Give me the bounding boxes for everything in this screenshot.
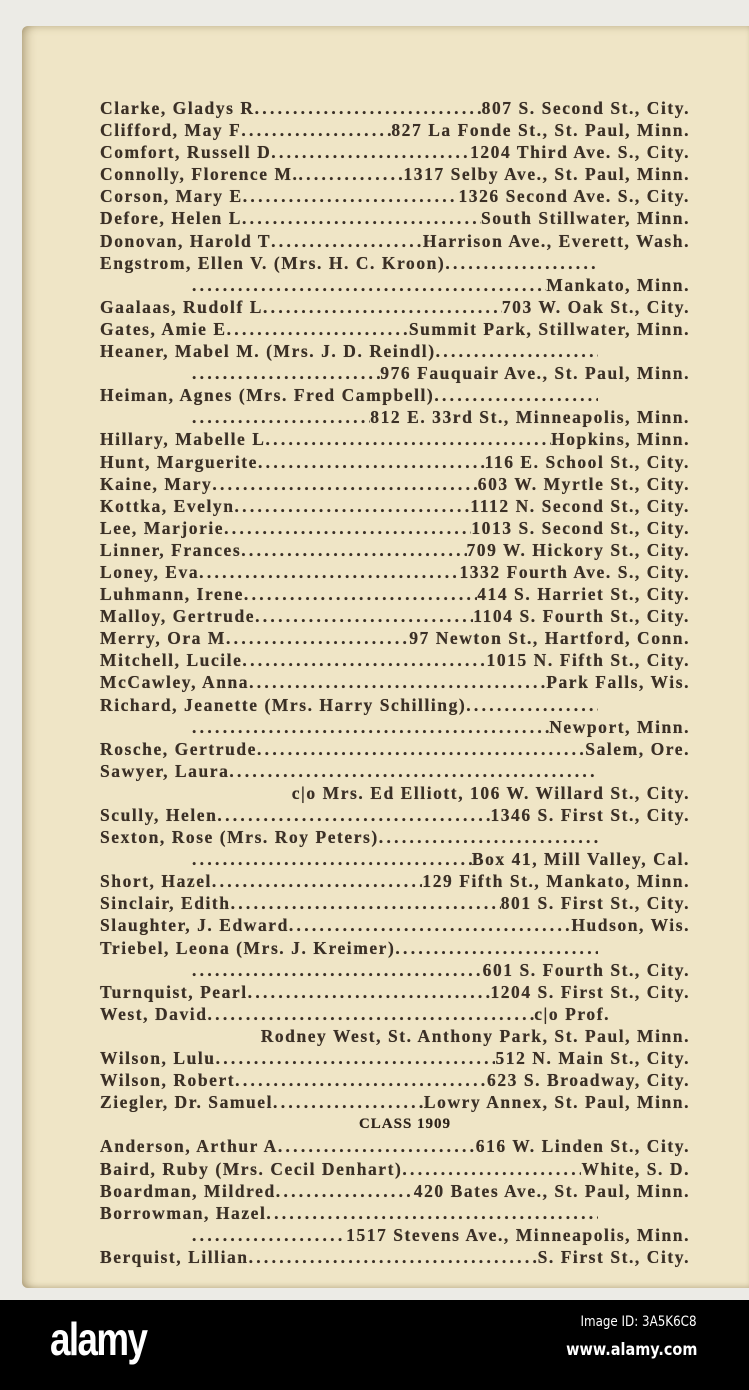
- address-text: c|o Prof.: [534, 1003, 610, 1024]
- address-text: 129 Fifth St., Mankato, Minn.: [422, 871, 690, 892]
- address-text: 1317 Selby Ave., St. Paul, Minn.: [403, 164, 690, 185]
- directory-line: [100, 1158, 690, 1180]
- person-name: Gaalaas, Rudolf L: [100, 296, 263, 317]
- dot-leader: [234, 495, 470, 517]
- dot-leader: [258, 451, 485, 473]
- directory-line: [100, 318, 690, 340]
- directory-line: [100, 1003, 610, 1025]
- directory-line: [100, 428, 690, 450]
- dot-leader: [216, 1047, 496, 1069]
- dot-leader: [241, 119, 391, 141]
- directory-line: [100, 495, 690, 517]
- person-name: Gates, Amie E: [100, 318, 227, 339]
- dot-leader: [229, 760, 598, 782]
- directory-line: [100, 362, 690, 384]
- alumni-directory-list: [100, 97, 690, 1268]
- person-name: Kaine, Mary: [100, 473, 213, 494]
- directory-line: [100, 760, 598, 782]
- person-name: Donovan, Harold T: [100, 230, 272, 251]
- address-text: 1104 S. Fourth St., City.: [473, 606, 690, 627]
- dot-leader: [266, 1202, 598, 1224]
- person-name: McCawley, Anna: [100, 672, 250, 693]
- directory-line: [100, 1091, 690, 1113]
- dot-leader: [248, 981, 491, 1003]
- person-name: Boardman, Mildred: [100, 1180, 276, 1201]
- dot-leader: [243, 185, 459, 207]
- directory-line: [100, 959, 690, 981]
- address-text: 1332 Fourth Ave. S., City.: [459, 561, 690, 582]
- dot-leader: [395, 937, 598, 959]
- address-text: Box 41, Mill Valley, Cal.: [471, 849, 690, 870]
- directory-line: [100, 384, 598, 406]
- person-name: Malloy, Gertrude: [100, 606, 256, 627]
- person-name: Hunt, Marguerite: [100, 451, 258, 472]
- directory-line: [100, 163, 690, 185]
- dot-leader: [271, 230, 423, 252]
- address-text: Hopkins, Minn.: [551, 429, 690, 450]
- directory-line: [100, 230, 690, 252]
- address-text: Lowry Annex, St. Paul, Minn.: [423, 1092, 690, 1113]
- dot-leader: [224, 517, 471, 539]
- directory-line: [100, 451, 690, 473]
- directory-line: [100, 1025, 690, 1047]
- dot-leader: [257, 738, 585, 760]
- dot-leader: [227, 318, 409, 340]
- address-text: 420 Bates Ave., St. Paul, Minn.: [413, 1180, 690, 1201]
- address-text: Summit Park, Stillwater, Minn.: [408, 318, 690, 339]
- directory-line: [100, 561, 690, 583]
- address-text: 512 N. Main St., City.: [495, 1048, 690, 1069]
- directory-line: [100, 1069, 690, 1091]
- dot-leader: [434, 384, 598, 406]
- directory-line: [100, 627, 690, 649]
- directory-line: [100, 892, 690, 914]
- dot-leader: [231, 892, 501, 914]
- person-name: West, David: [100, 1003, 208, 1024]
- address-text: 807 S. Second St., City.: [481, 98, 690, 118]
- dot-leader: [226, 627, 409, 649]
- directory-line: [100, 517, 690, 539]
- directory-line: [100, 1047, 690, 1069]
- directory-line: [100, 185, 690, 207]
- directory-line: [100, 274, 690, 296]
- directory-line: [100, 782, 690, 804]
- address-text: c|o Mrs. Ed Elliott, 106 W. Willard St., City.: [291, 782, 690, 803]
- person-name: Luhmann, Irene: [100, 584, 244, 605]
- watermark-banner: [0, 1300, 749, 1390]
- person-name: Sinclair, Edith: [100, 893, 231, 914]
- directory-line: [100, 539, 690, 561]
- directory-line: [100, 848, 690, 870]
- person-name: Scully, Helen: [100, 805, 218, 825]
- person-name: Baird, Ruby (Mrs. Cecil Denhart): [100, 1158, 403, 1179]
- dot-leader: [235, 1069, 487, 1091]
- dot-leader: [244, 583, 477, 605]
- dot-leader: [436, 340, 598, 362]
- address-text: 1326 Second Ave. S., City.: [458, 186, 690, 207]
- address-text: White, S. D.: [581, 1158, 690, 1179]
- address-text: 1112 N. Second St., City.: [470, 495, 690, 516]
- site-url: www.alamy.com: [565, 1340, 697, 1360]
- directory-line: [100, 1180, 690, 1202]
- address-text: South Stillwater, Minn.: [480, 208, 690, 229]
- person-name: Wilson, Lulu: [100, 1048, 216, 1069]
- person-name: Triebel, Leona (Mrs. J. Kreimer): [100, 937, 396, 958]
- directory-line: [100, 738, 690, 760]
- person-name: Engstrom, Ellen V. (Mrs. H. C. Kroon): [100, 252, 446, 273]
- address-text: 116 E. School St., City.: [484, 451, 690, 472]
- person-name: Slaughter, J. Edward: [100, 915, 289, 936]
- directory-line: [100, 605, 690, 627]
- address-text: Salem, Ore.: [585, 738, 690, 759]
- dot-leader: [192, 274, 546, 296]
- person-name: Sexton, Rose (Mrs. Roy Peters): [100, 827, 379, 848]
- address-text: 1013 S. Second St., City.: [471, 517, 690, 538]
- dot-leader: [263, 296, 502, 318]
- alamy-logo: alamy: [50, 1313, 147, 1365]
- person-name: Berquist, Lillian: [100, 1246, 249, 1267]
- address-text: Mankato, Minn.: [546, 274, 690, 295]
- directory-line: [100, 694, 598, 716]
- person-name: Ziegler, Dr. Samuel: [100, 1092, 274, 1113]
- dot-leader: [466, 694, 598, 716]
- dot-leader: [273, 1091, 424, 1113]
- address-text: 1517 Stevens Ave., Minneapolis, Minn.: [346, 1224, 690, 1245]
- heading-text: CLASS 1909: [358, 1116, 452, 1133]
- directory-line: [100, 1135, 690, 1157]
- person-name: Anderson, Arthur A: [100, 1136, 278, 1157]
- dot-leader: [265, 428, 551, 450]
- directory-line: [100, 649, 690, 671]
- address-text: 1204 S. First St., City.: [490, 981, 690, 1002]
- address-text: 801 S. First St., City.: [500, 893, 690, 914]
- address-text: 414 S. Harriet St., City.: [477, 584, 690, 605]
- address-text: 97 Newton St., Hartford, Conn.: [409, 628, 690, 649]
- dot-leader: [192, 1224, 346, 1246]
- dot-leader: [212, 473, 477, 495]
- person-name: Linner, Frances: [100, 539, 242, 560]
- dot-leader: [207, 1003, 534, 1025]
- dot-leader: [402, 1158, 581, 1180]
- dot-leader: [255, 605, 473, 627]
- dot-leader: [241, 539, 466, 561]
- directory-line: [100, 207, 690, 229]
- directory-line: [100, 804, 690, 826]
- dot-leader: [379, 826, 598, 848]
- directory-line: [100, 1202, 598, 1224]
- person-name: Richard, Jeanette (Mrs. Harry Schilling): [100, 694, 467, 715]
- person-name: Heiman, Agnes (Mrs. Fred Campbell): [100, 385, 435, 406]
- directory-line: [100, 671, 690, 693]
- directory-line: [100, 119, 690, 141]
- directory-line: [100, 826, 598, 848]
- dot-leader: [255, 97, 482, 119]
- dot-leader: [242, 207, 481, 229]
- address-text: Newport, Minn.: [549, 716, 690, 737]
- address-text: 812 E. 33rd St., Minneapolis, Minn.: [370, 407, 690, 428]
- person-name: Merry, Ora M: [100, 628, 226, 649]
- person-name: Mitchell, Lucile: [100, 650, 243, 671]
- person-name: Heaner, Mabel M. (Mrs. J. D. Reindl): [100, 341, 436, 362]
- dot-leader: [249, 1246, 538, 1268]
- directory-line: [100, 141, 690, 163]
- directory-line: [100, 914, 690, 936]
- person-name: Lee, Marjorie: [100, 517, 225, 538]
- address-text: 1015 N. Fifth St., City.: [486, 650, 690, 671]
- dot-leader: [445, 252, 598, 274]
- address-text: Park Falls, Wis.: [546, 672, 690, 693]
- person-name: Comfort, Russell D: [100, 142, 272, 163]
- person-name: Loney, Eva: [100, 561, 200, 582]
- address-text: 703 W. Oak St., City.: [501, 296, 690, 317]
- address-text: Rodney West, St. Anthony Park, St. Paul, Minn.: [260, 1025, 690, 1046]
- address-text: 616 W. Linden St., City.: [475, 1136, 690, 1157]
- dot-leader: [298, 163, 403, 185]
- address-text: 976 Fauquair Ave., St. Paul, Minn.: [380, 363, 690, 384]
- person-name: Wilson, Robert: [100, 1070, 236, 1091]
- address-text: 601 S. Fourth St., City.: [482, 959, 690, 980]
- directory-line: [100, 583, 690, 605]
- directory-line: [100, 340, 598, 362]
- dot-leader: [199, 561, 459, 583]
- directory-line: [100, 981, 690, 1003]
- person-name: Clarke, Gladys R: [100, 98, 255, 118]
- person-name: Hillary, Mabelle L: [100, 429, 266, 450]
- directory-line: [100, 252, 598, 274]
- address-text: 1346 S. First St., City.: [490, 805, 690, 825]
- dot-leader: [192, 959, 483, 981]
- person-name: Sawyer, Laura: [100, 760, 230, 781]
- directory-line: [100, 1224, 690, 1246]
- directory-line: [100, 1246, 690, 1268]
- directory-line: [100, 870, 690, 892]
- directory-line: [100, 937, 598, 959]
- person-name: Rosche, Gertrude: [100, 738, 257, 759]
- dot-leader: [192, 406, 370, 428]
- dot-leader: [289, 914, 572, 936]
- address-text: Harrison Ave., Everett, Wash.: [422, 230, 690, 251]
- address-text: 1204 Third Ave. S., City.: [470, 142, 690, 163]
- dot-leader: [271, 141, 470, 163]
- person-name: Connolly, Florence M.: [100, 164, 299, 185]
- dot-leader: [192, 848, 472, 870]
- directory-line: [100, 473, 690, 495]
- person-name: Borrowman, Hazel: [100, 1202, 267, 1223]
- person-name: Clifford, May F: [100, 120, 242, 141]
- dot-leader: [217, 804, 490, 826]
- address-text: 827 La Fonde St., St. Paul, Minn.: [391, 120, 690, 141]
- address-text: S. First St., City.: [537, 1246, 690, 1267]
- directory-line: [100, 406, 690, 428]
- address-text: 709 W. Hickory St., City.: [466, 539, 690, 560]
- dot-leader: [278, 1135, 476, 1157]
- dot-leader: [212, 870, 422, 892]
- address-text: Hudson, Wis.: [571, 915, 690, 936]
- directory-line: [100, 97, 690, 119]
- address-text: 623 S. Broadway, City.: [487, 1070, 690, 1091]
- person-name: Short, Hazel: [100, 871, 212, 892]
- dot-leader: [192, 362, 380, 384]
- person-name: Kottka, Evelyn: [100, 495, 235, 516]
- dot-leader: [249, 671, 546, 693]
- dot-leader: [242, 649, 486, 671]
- document-page: [22, 26, 749, 1288]
- dot-leader: [276, 1180, 414, 1202]
- directory-line: [100, 716, 690, 738]
- person-name: Corson, Mary E: [100, 186, 243, 207]
- address-text: 603 W. Myrtle St., City.: [477, 473, 690, 494]
- dot-leader: [192, 716, 549, 738]
- section-heading: [100, 1113, 690, 1135]
- directory-line: [100, 296, 690, 318]
- image-id: Image ID: 3A5K6C8: [580, 1314, 697, 1330]
- person-name: Defore, Helen L: [100, 208, 242, 229]
- person-name: Turnquist, Pearl: [100, 981, 248, 1002]
